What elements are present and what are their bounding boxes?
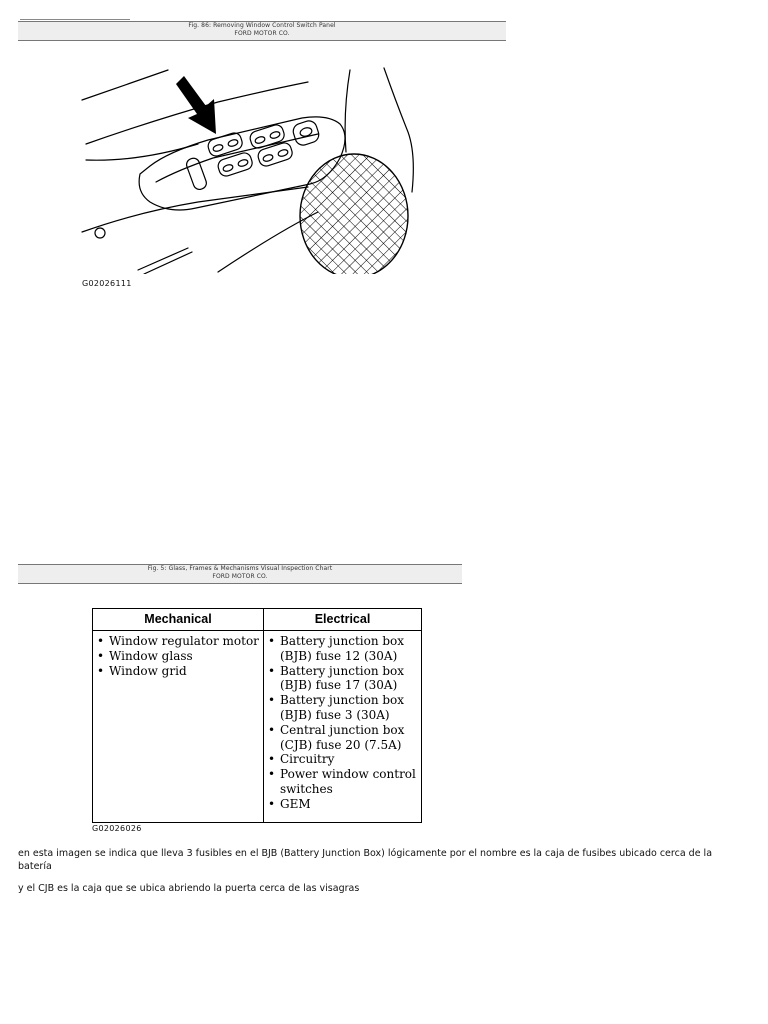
- mechanical-list: [96, 634, 260, 678]
- electrical-item: • Central junction box (CJB) fuse 20 (7.5A): [267, 723, 418, 753]
- mechanical-item: • Window glass: [96, 649, 260, 664]
- electrical-item: • Battery junction box (BJB) fuse 17 (30A): [267, 664, 418, 694]
- mechanical-column: [93, 631, 264, 823]
- figure-2-caption-source: FORD MOTOR CO.: [212, 573, 268, 580]
- figure-2-caption-title: Fig. 5: Glass, Frames & Mechanisms Visual Inspection Chart: [147, 565, 333, 572]
- mechanical-header: Mechanical: [93, 609, 264, 631]
- electrical-item: • Circuitry: [267, 752, 418, 767]
- figure-2-code: G02026026: [92, 824, 142, 833]
- electrical-column: [264, 631, 422, 823]
- window-switch-panel-illustration: [78, 62, 418, 274]
- electrical-item: • Battery junction box (BJB) fuse 3 (30A): [267, 693, 418, 723]
- electrical-list: [267, 634, 418, 812]
- body-paragraph-bjb: en esta imagen se indica que lleva 3 fusibles en el BJB (Battery Junction Box) lógicamente por el nombre es la caja de fusibes ubicado cerca de la batería: [18, 848, 713, 872]
- inspection-chart-body-row: [93, 631, 422, 823]
- electrical-item: • GEM: [267, 797, 418, 812]
- electrical-item: • Battery junction box (BJB) fuse 12 (30A): [267, 634, 418, 664]
- figure-1-caption: [18, 21, 506, 41]
- pointer-arrow-icon: [176, 76, 216, 134]
- electrical-item: • Power window control switches: [267, 767, 418, 797]
- inspection-chart-table: [92, 608, 422, 823]
- figure-1-caption-title: Fig. 86: Removing Window Control Switch Panel: [188, 22, 336, 29]
- figure-1-caption-source: FORD MOTOR CO.: [234, 30, 290, 37]
- electrical-header: Electrical: [264, 609, 422, 631]
- mechanical-item: • Window grid: [96, 664, 260, 679]
- figure-1-code: G02026111: [82, 279, 132, 288]
- mechanical-item: • Window regulator motor: [96, 634, 260, 649]
- inspection-chart-header-row: [93, 609, 422, 631]
- body-paragraph-cjb: y el CJB es la caja que se ubica abriendo la puerta cerca de las visagras: [18, 883, 360, 894]
- figure-2-caption: [18, 564, 462, 584]
- top-rule: [20, 19, 130, 20]
